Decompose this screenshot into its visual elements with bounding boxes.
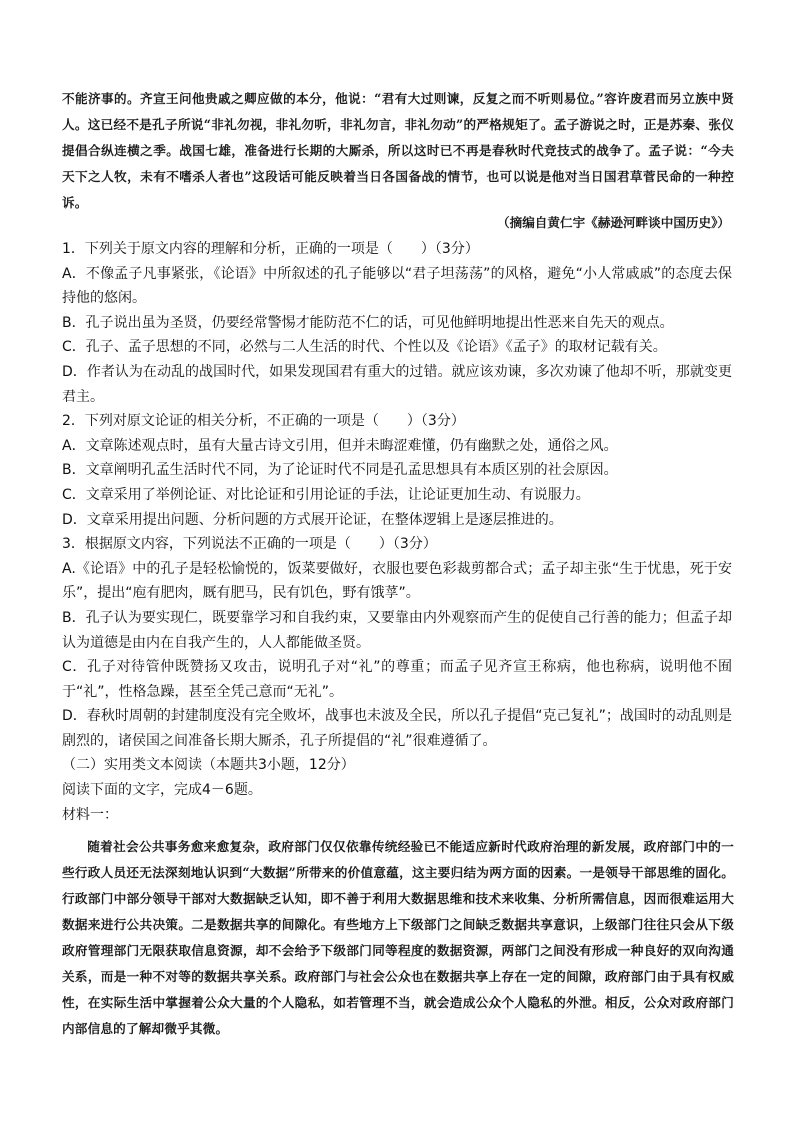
material-1-label: 材料一：	[62, 806, 118, 823]
section-2-instruction: 阅读下面的文字，完成4－6题。	[62, 782, 262, 799]
question-1-option-a: A．不像孟子凡事紧张，《论语》中所叙述的孔子能够以“君子坦荡荡”的风格，避免“小人常戚戚”的态度去保持他的悠闲。	[62, 265, 732, 307]
question-3-stem: 3．根据原文内容，下列说法不正确的一项是（ ）（3分）	[62, 536, 437, 553]
passage-2	[62, 834, 734, 1042]
question-3-option-d: D．春秋时周朝的封建制度没有完全败坏，战事也未波及全民，所以孔子提倡“克己复礼”；战国时的动乱则是剧烈的，诸侯国之间准备长期大厮杀，孔子所提倡的“礼”很难遵循了。	[62, 708, 732, 749]
question-3-option-b: B．孔子认为要实现仁，既要靠学习和自我约束，又要靠由内外观察而产生的促使自己行善的能力；但孟子却认为道德是由内在自我产生的，人人都能做圣贤。	[62, 609, 732, 651]
question-1-option-b: B．孔子说出虽为圣贤，仍要经常警惕才能防范不仁的话，可见他鲜明地提出性恶来自先天的观点。	[62, 314, 674, 331]
question-block	[62, 237, 732, 827]
question-2-option-a: A．文章陈述观点时，虽有大量古诗文引用，但并未晦涩难懂，仍有幽默之处，通俗之风。	[62, 437, 618, 454]
passage-1-text: 不能济事的。齐宣王问他贵戚之卿应做的本分，他说：“君有大过则谏，反复之而不听则易位。”容许废君而另立族中贤人。这已经不是孔子所说“非礼勿视，非礼勿听，非礼勿言，非礼勿动”的严格规矩了。孟子游说之时，正是苏秦、张仪提倡合纵连横之季。战国七雄，准备进行长期的大厮杀，所以这时已不再是春秋时代竞技式的战争了。孟子说：“今夫天下之人牧，未有不嗜杀人者也”这段话可能反映着当日各国备战的情节，也可以说是他对当日国君草菅民命的一种控诉。	[62, 91, 734, 210]
question-2-stem: 2．下列对原文论证的相关分析，不正确的一项是（ ）（3分）	[62, 413, 465, 430]
question-3-option-c: C．孔子对待管仲既赞扬又攻击，说明孔子对“礼”的尊重；而孟子见齐宣王称病，他也称病，说明他不囿于“礼”，性格急躁，甚至全凭己意而“无礼”。	[62, 659, 732, 700]
section-2-heading: （二）实用类文本阅读（本题共3小题，12分）	[62, 757, 355, 774]
question-3-option-a: A.《论语》中的孔子是轻松愉悦的，饭菜要做好，衣服也要色彩裁剪都合式；孟子却主张“生于忧患，死于安乐”，提出“庖有肥肉，厩有肥马，民有饥色，野有饿莩”。	[62, 560, 732, 602]
question-2-option-b: B．文章阐明孔孟生活时代不同，为了论证时代不同是孔孟思想具有本质区别的社会原因。	[62, 462, 618, 479]
question-2-option-d: D．文章采用提出问题、分析问题的方式展开论证，在整体逻辑上是逐层推进的。	[62, 511, 563, 528]
question-1-stem: 1．下列关于原文内容的理解和分析，正确的一项是（ ）（3分）	[62, 241, 479, 257]
passage-source: （摘编自黄仁宇《赫逊河畔谈中国历史》）	[497, 215, 730, 230]
question-1-option-c: C．孔子、孟子思想的不同，必然与二人生活的时代、个性以及《论语》《孟子》的取材记载有关。	[62, 339, 667, 356]
question-2-option-c: C．文章采用了举例论证、对比论证和引用论证的手法，让论证更加生动、有说服力。	[62, 486, 590, 503]
passage-1	[62, 86, 734, 216]
passage-2-text: 随着社会公共事务愈来愈复杂，政府部门仅仅依靠传统经验已不能适应新时代政府治理的新发展，政府部门中的一些行政人员还无法深刻地认识到“大数据”所带来的价值意蕴，这主要归结为两方面的因素。一是领导干部思维的固化。行政部门中部分领导干部对大数据缺乏认知，即不善于利用大数据思维和技术来收集、分析所需信息，因而很难运用大数据来进行公共决策。二是数据共享的间隙化。有些地方上下级部门之间缺乏数据共享意识，上级部门往往只会从下级政府管理部门无限获取信息资源，却不会给予下级部门同等程度的数据资源，两部门之间没有形成一种良好的双向沟通关系，而是一种不对等的数据共享关系。政府部门与社会公众也在数据共享上存在一定的间隙，政府部门由于具有权威性，在实际生活中掌握着公众大量的个人隐私，如若管理不当，就会造成公众个人隐私的外泄。相反，公众对政府部门内部信息的了解却微乎其微。	[62, 839, 734, 1036]
question-1-option-d: D．作者认为在动乱的战国时代，如果发现国君有重大的过错。就应该劝谏，多次劝谏了他却不听，那就变更君主。	[62, 363, 732, 405]
